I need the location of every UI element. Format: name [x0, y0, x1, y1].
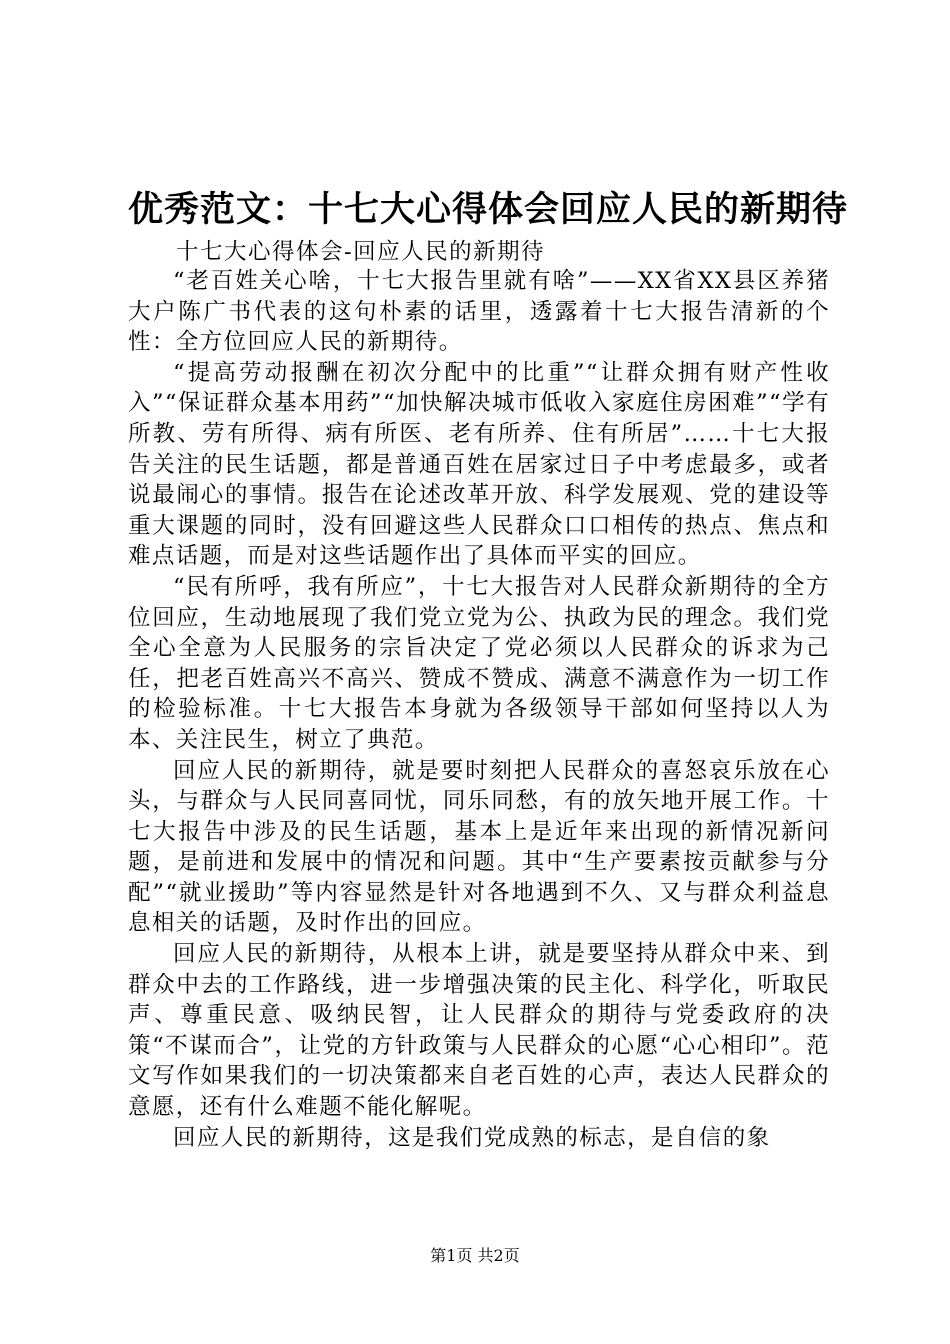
body-paragraph: 回应人民的新期待，就是要时刻把人民群众的喜怒哀乐放在心头，与群众与人民同喜同忧，同乐同愁，有的放矢地开展工作。十七大报告中涉及的民生话题，基本上是近年来出现的新情况新问题，是前进和发展中的情况和问题。其中“生产要素按贡献参与分配”“就业援助”等内容显然是针对各地遇到不久、又与群众利益息息相关的话题，及时作出的回应。 — [128, 757, 830, 937]
body-paragraph: “老百姓关心啥，十七大报告里就有啥”——XX省XX县区养猪大户陈广书代表的这句朴素的话里，透露着十七大报告清新的个性：全方位回应人民的新期待。 — [128, 268, 830, 356]
page-number-footer: 第1页 共2页 — [430, 1246, 520, 1265]
document-body — [128, 266, 830, 1153]
body-paragraph: “提高劳动报酬在初次分配中的比重”“让群众拥有财产性收入”“保证群众基本用药”“加快解决城市低收入家庭住房困难”“学有所教、劳有所得、病有所医、老有所养、住有所居”……十七大报告关注的民生话题，都是普通百姓在居家过日子中考虑最多，或者说最闹心的事情。报告在论述改革开放、科学发展观、党的建设等重大课题的同时，没有回避这些人民群众口口相传的热点、焦点和难点话题，而是对这些话题作出了具体而平实的回应。 — [128, 359, 830, 570]
body-paragraph: “民有所呼，我有所应”，十七大报告对人民群众新期待的全方位回应，生动地展现了我们党立党为公、执政为民的理念。我们党全心全意为人民服务的宗旨决定了党必须以人民群众的诉求为己任，把老百姓高兴不高兴、赞成不赞成、满意不满意作为一切工作的检验标准。十七大报告本身就为各级领导干部如何坚持以人为本、关注民生，树立了典范。 — [128, 573, 830, 753]
document-subtitle: 十七大心得体会-回应人民的新期待 — [176, 239, 546, 265]
document-title: 优秀范文：十七大心得体会回应人民的新期待 — [128, 190, 849, 230]
body-paragraph: 回应人民的新期待，这是我们党成熟的标志，是自信的象 — [173, 1124, 771, 1151]
body-paragraph: 回应人民的新期待，从根本上讲，就是要坚持从群众中来、到群众中去的工作路线，进一步增强决策的民主化、科学化，听取民声、尊重民意、吸纳民智，让人民群众的期待与党委政府的决策“不谋而合”，让党的方针政策与人民群众的心愿“心心相印”。范文写作如果我们的一切决策都来自老百姓的心声，表达人民群众的意愿，还有什么难题不能化解呢。 — [128, 941, 830, 1121]
